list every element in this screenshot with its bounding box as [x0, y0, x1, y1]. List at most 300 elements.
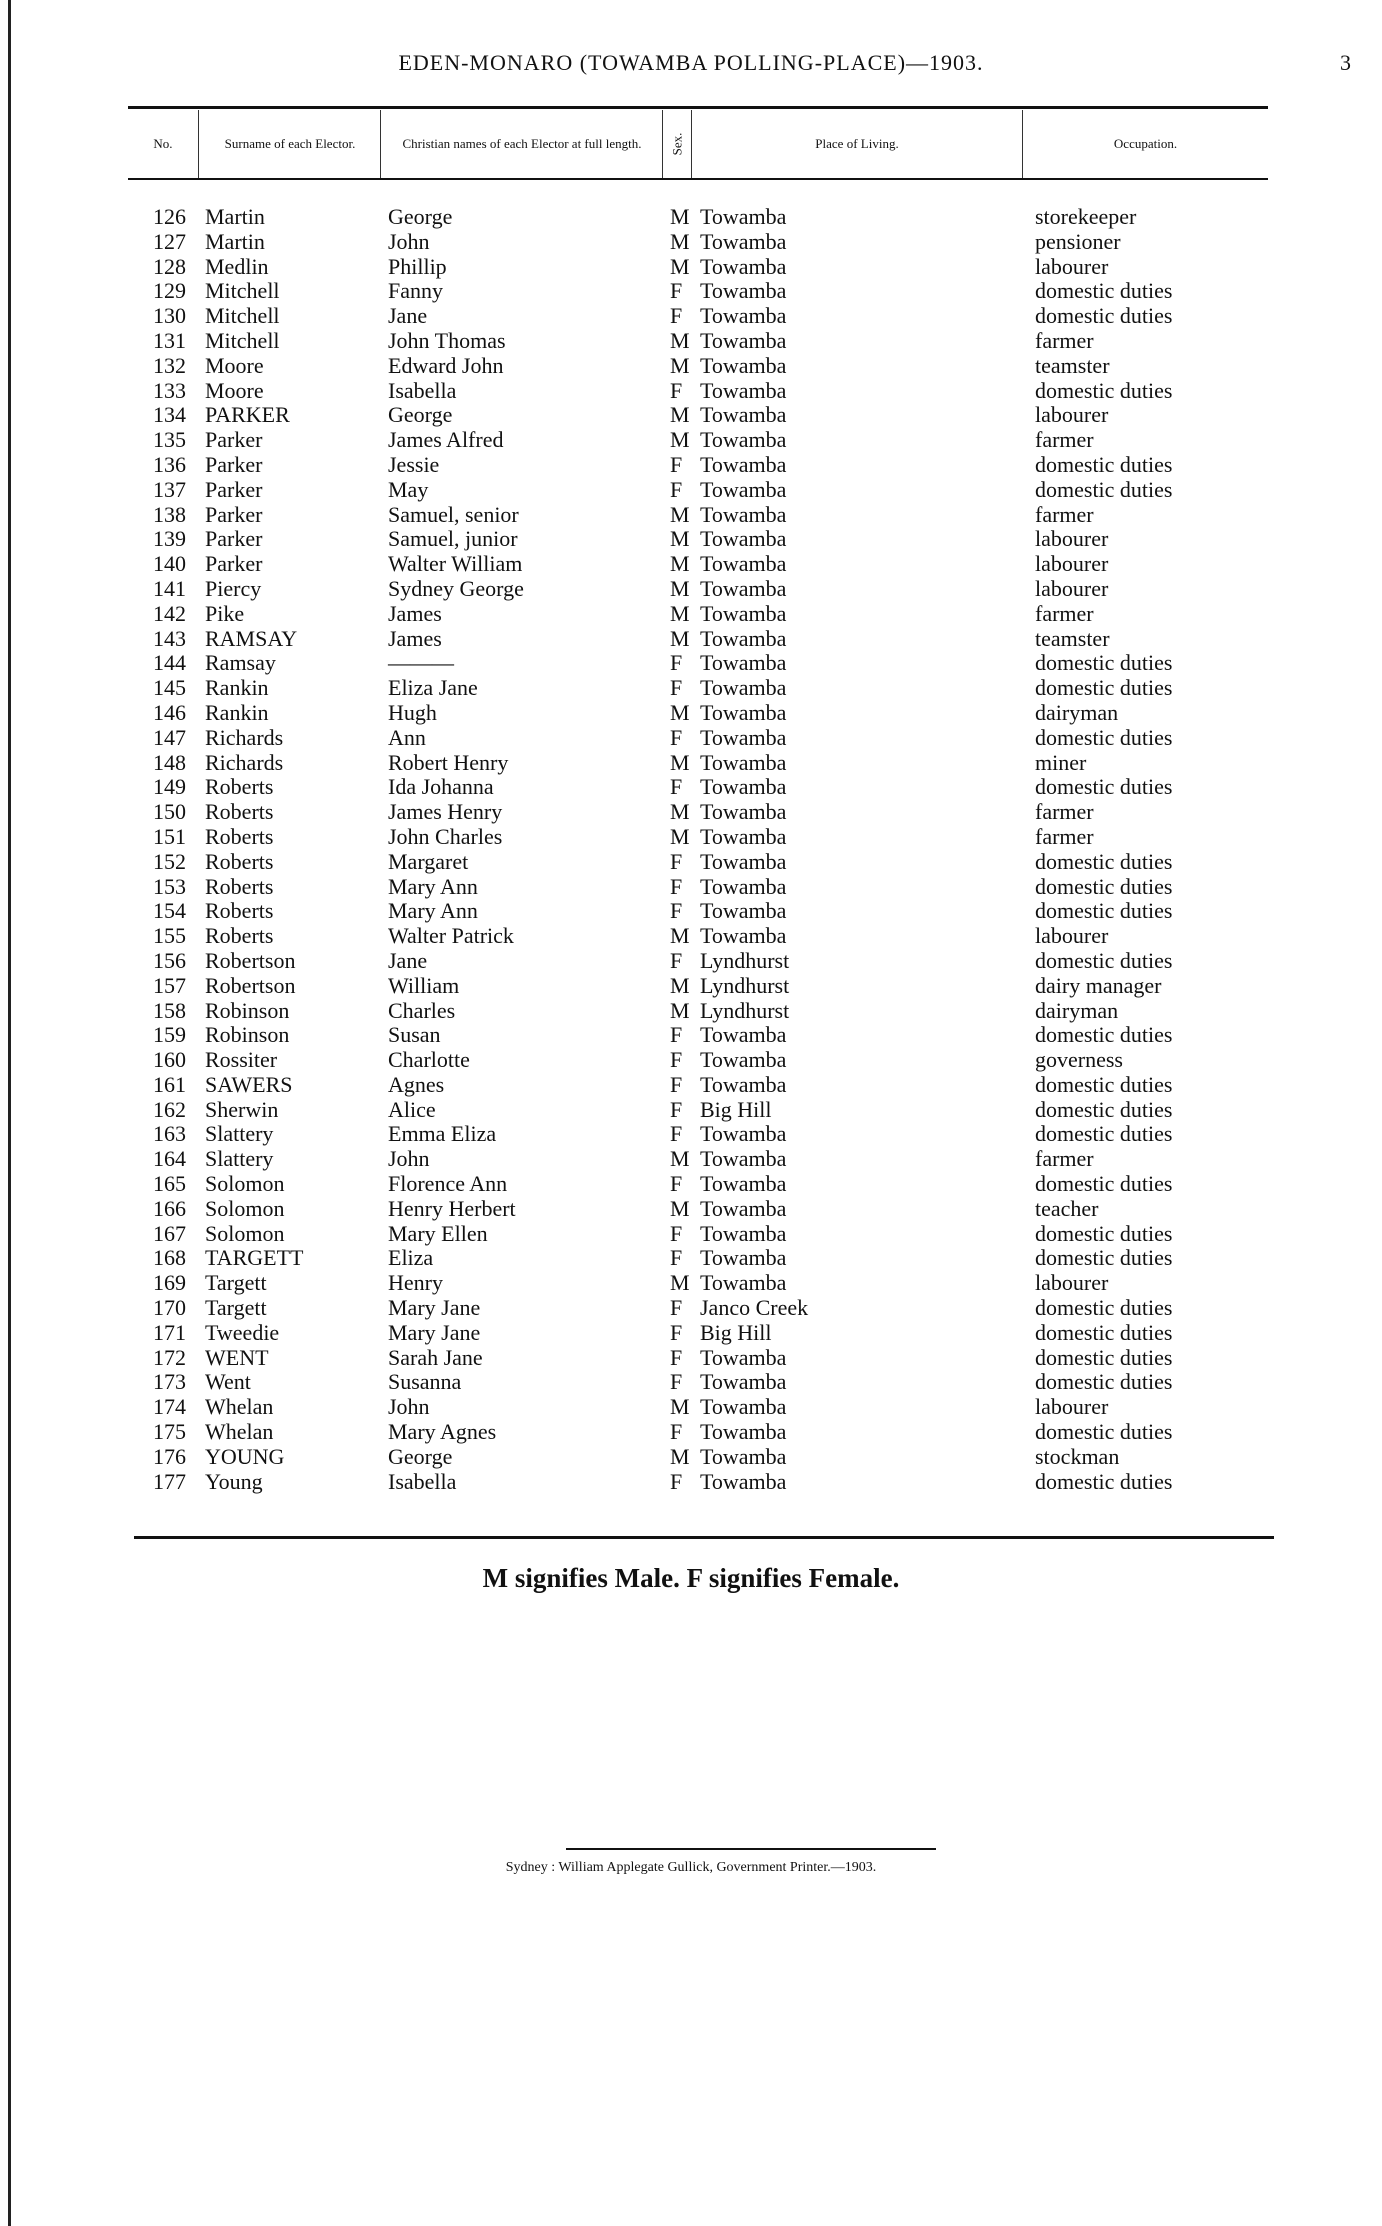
elector-place: Towamba	[700, 1022, 787, 1048]
elector-occupation: labourer	[1035, 551, 1109, 577]
table-row	[0, 1346, 1382, 1371]
table-row	[0, 1420, 1382, 1445]
elector-surname: Targett	[205, 1270, 267, 1296]
elector-christian-names: George	[388, 402, 453, 428]
elector-sex: F	[670, 947, 683, 973]
table-row	[0, 527, 1382, 552]
elector-place: Janco Creek	[700, 1295, 809, 1321]
table-row	[0, 899, 1382, 924]
elector-table-body	[0, 205, 1382, 1494]
elector-christian-names: Jessie	[388, 451, 440, 477]
elector-place: Towamba	[700, 1270, 787, 1296]
elector-number: 163	[153, 1121, 186, 1147]
elector-sex: M	[670, 427, 690, 453]
elector-christian-names: Ann	[388, 724, 426, 750]
header-sex-label: Sex.	[669, 132, 684, 156]
elector-number: 169	[153, 1270, 186, 1296]
elector-number: 170	[153, 1295, 186, 1321]
elector-place: Towamba	[700, 1443, 787, 1469]
elector-sex: F	[670, 451, 683, 477]
elector-sex: M	[670, 600, 690, 626]
elector-place: Big Hill	[700, 1096, 772, 1122]
elector-sex: F	[670, 1096, 683, 1122]
elector-place: Lyndhurst	[700, 997, 790, 1023]
elector-occupation: labourer	[1035, 1270, 1109, 1296]
elector-occupation: domestic duties	[1035, 1220, 1173, 1246]
table-row	[0, 428, 1382, 453]
elector-christian-names: Robert Henry	[388, 749, 509, 775]
elector-christian-names: John	[388, 1394, 430, 1420]
elector-place: Towamba	[700, 1419, 787, 1445]
elector-number: 155	[153, 923, 186, 949]
elector-christian-names: George	[388, 1443, 453, 1469]
elector-occupation: storekeeper	[1035, 204, 1137, 229]
elector-place: Towamba	[700, 575, 787, 601]
table-row	[0, 726, 1382, 751]
elector-surname: Roberts	[205, 898, 274, 924]
elector-surname: WENT	[205, 1344, 269, 1370]
elector-christian-names: Margaret	[388, 848, 469, 874]
elector-sex: F	[670, 873, 683, 899]
elector-place: Towamba	[700, 898, 787, 924]
elector-surname: Pike	[205, 600, 245, 626]
elector-place: Towamba	[700, 1245, 787, 1271]
elector-sex: M	[670, 551, 690, 577]
elector-place: Towamba	[700, 1369, 787, 1395]
header-sex	[663, 110, 691, 178]
elector-christian-names: Samuel, junior	[388, 526, 518, 552]
elector-occupation: farmer	[1035, 1146, 1094, 1172]
table-row	[0, 503, 1382, 528]
elector-place: Towamba	[700, 551, 787, 577]
elector-number: 130	[153, 303, 186, 329]
elector-christian-names: Jane	[388, 947, 428, 973]
elector-sex: M	[670, 823, 690, 849]
elector-surname: Richards	[205, 724, 284, 750]
elector-christian-names: ———	[388, 650, 454, 676]
elector-christian-names: Sarah Jane	[388, 1344, 483, 1370]
elector-christian-names: James Henry	[388, 799, 503, 825]
elector-sex: M	[670, 799, 690, 825]
elector-number: 147	[153, 724, 186, 750]
table-row	[0, 850, 1382, 875]
elector-surname: Martin	[205, 204, 265, 229]
elector-sex: M	[670, 1270, 690, 1296]
elector-number: 142	[153, 600, 186, 626]
elector-place: Towamba	[700, 873, 787, 899]
elector-sex: F	[670, 1022, 683, 1048]
elector-sex: M	[670, 526, 690, 552]
elector-sex: F	[670, 650, 683, 676]
elector-sex: F	[670, 848, 683, 874]
elector-surname: Roberts	[205, 923, 274, 949]
elector-surname: Mitchell	[205, 278, 280, 304]
elector-place: Towamba	[700, 1071, 787, 1097]
elector-number: 162	[153, 1096, 186, 1122]
elector-occupation: domestic duties	[1035, 675, 1173, 701]
elector-number: 145	[153, 675, 186, 701]
table-row	[0, 1048, 1382, 1073]
header-no: No.	[153, 136, 173, 151]
elector-number: 134	[153, 402, 186, 428]
elector-surname: Parker	[205, 526, 263, 552]
elector-surname: Ramsay	[205, 650, 276, 676]
elector-number: 126	[153, 204, 186, 229]
elector-occupation: labourer	[1035, 253, 1109, 279]
elector-christian-names: Susan	[388, 1022, 441, 1048]
elector-number: 175	[153, 1419, 186, 1445]
elector-sex: M	[670, 228, 690, 254]
elector-occupation: domestic duties	[1035, 451, 1173, 477]
elector-place: Lyndhurst	[700, 947, 790, 973]
elector-occupation: domestic duties	[1035, 1344, 1173, 1370]
elector-christian-names: Alice	[388, 1096, 436, 1122]
elector-christian-names: Emma Eliza	[388, 1121, 497, 1147]
elector-christian-names: Charlotte	[388, 1047, 470, 1073]
elector-occupation: farmer	[1035, 327, 1094, 353]
elector-number: 154	[153, 898, 186, 924]
elector-number: 168	[153, 1245, 186, 1271]
elector-surname: Rossiter	[205, 1047, 278, 1073]
header-occupation: Occupation.	[1113, 136, 1178, 151]
elector-sex: F	[670, 1171, 683, 1197]
header-divider	[380, 110, 381, 178]
elector-number: 139	[153, 526, 186, 552]
elector-christian-names: Isabella	[388, 377, 457, 403]
header-bottom-rule	[128, 178, 1268, 180]
elector-christian-names: John	[388, 1146, 430, 1172]
elector-occupation: domestic duties	[1035, 1171, 1173, 1197]
elector-christian-names: George	[388, 204, 453, 229]
table-row	[0, 205, 1382, 230]
elector-sex: M	[670, 1195, 690, 1221]
elector-christian-names: James	[388, 600, 442, 626]
table-row	[0, 1122, 1382, 1147]
elector-place: Towamba	[700, 377, 787, 403]
elector-surname: Roberts	[205, 799, 274, 825]
elector-sex: M	[670, 501, 690, 527]
elector-surname: Tweedie	[205, 1319, 280, 1345]
elector-place: Towamba	[700, 1171, 787, 1197]
elector-christian-names: Walter William	[388, 551, 523, 577]
elector-number: 144	[153, 650, 186, 676]
table-row	[0, 1370, 1382, 1395]
printer-rule	[566, 1848, 936, 1850]
elector-surname: Young	[205, 1468, 263, 1494]
elector-sex: M	[670, 699, 690, 725]
elector-number: 140	[153, 551, 186, 577]
table-row	[0, 1246, 1382, 1271]
table-bottom-rule	[134, 1536, 1274, 1539]
table-row	[0, 1073, 1382, 1098]
elector-number: 131	[153, 327, 186, 353]
elector-christian-names: Henry	[388, 1270, 443, 1296]
elector-occupation: domestic duties	[1035, 377, 1173, 403]
elector-surname: Medlin	[205, 253, 269, 279]
table-row	[0, 974, 1382, 999]
table-row	[0, 329, 1382, 354]
table-row	[0, 354, 1382, 379]
table-header	[128, 110, 1268, 178]
elector-sex: M	[670, 972, 690, 998]
elector-surname: Targett	[205, 1295, 267, 1321]
elector-christian-names: Eliza	[388, 1245, 434, 1271]
elector-occupation: domestic duties	[1035, 898, 1173, 924]
table-row	[0, 453, 1382, 478]
elector-place: Towamba	[700, 402, 787, 428]
elector-occupation: governess	[1035, 1047, 1123, 1073]
elector-christian-names: John Charles	[388, 823, 503, 849]
elector-sex: M	[670, 327, 690, 353]
elector-occupation: labourer	[1035, 402, 1109, 428]
elector-number: 159	[153, 1022, 186, 1048]
elector-christian-names: James	[388, 625, 442, 651]
elector-place: Towamba	[700, 650, 787, 676]
elector-number: 141	[153, 575, 186, 601]
elector-place: Towamba	[700, 501, 787, 527]
table-row	[0, 1395, 1382, 1420]
elector-sex: F	[670, 1047, 683, 1073]
elector-surname: Robertson	[205, 972, 296, 998]
elector-number: 137	[153, 476, 186, 502]
elector-number: 167	[153, 1220, 186, 1246]
elector-surname: Roberts	[205, 774, 274, 800]
elector-surname: Richards	[205, 749, 284, 775]
elector-place: Towamba	[700, 699, 787, 725]
header-top-rule	[128, 106, 1268, 109]
elector-place: Big Hill	[700, 1319, 772, 1345]
elector-occupation: dairyman	[1035, 997, 1119, 1023]
elector-surname: Whelan	[205, 1419, 274, 1445]
elector-surname: Roberts	[205, 823, 274, 849]
elector-surname: Roberts	[205, 848, 274, 874]
elector-sex: F	[670, 1468, 683, 1494]
elector-surname: Martin	[205, 228, 265, 254]
elector-christian-names: Charles	[388, 997, 456, 1023]
elector-place: Towamba	[700, 1468, 787, 1494]
elector-surname: YOUNG	[205, 1443, 285, 1469]
elector-occupation: domestic duties	[1035, 476, 1173, 502]
elector-occupation: domestic duties	[1035, 1369, 1173, 1395]
table-row	[0, 1470, 1382, 1495]
sex-legend: M signifies Male. F signifies Female.	[482, 1563, 900, 1593]
elector-number: 156	[153, 947, 186, 973]
elector-christian-names: Agnes	[388, 1071, 445, 1097]
elector-christian-names: Edward John	[388, 352, 504, 378]
elector-christian-names: Mary Ellen	[388, 1220, 488, 1246]
elector-number: 150	[153, 799, 186, 825]
table-row	[0, 651, 1382, 676]
elector-number: 129	[153, 278, 186, 304]
elector-sex: M	[670, 575, 690, 601]
elector-surname: Moore	[205, 377, 264, 403]
elector-surname: PARKER	[205, 402, 290, 428]
elector-christian-names: Susanna	[388, 1369, 462, 1395]
table-row	[0, 478, 1382, 503]
elector-number: 174	[153, 1394, 186, 1420]
table-row	[0, 751, 1382, 776]
elector-place: Towamba	[700, 848, 787, 874]
elector-number: 143	[153, 625, 186, 651]
table-row	[0, 1222, 1382, 1247]
elector-place: Towamba	[700, 724, 787, 750]
elector-surname: Parker	[205, 551, 263, 577]
elector-christian-names: Ida Johanna	[388, 774, 494, 800]
elector-place: Towamba	[700, 278, 787, 304]
elector-sex: M	[670, 204, 690, 229]
elector-sex: M	[670, 749, 690, 775]
elector-occupation: farmer	[1035, 600, 1094, 626]
elector-sex: F	[670, 1071, 683, 1097]
elector-place: Towamba	[700, 600, 787, 626]
table-row	[0, 800, 1382, 825]
elector-surname: Parker	[205, 427, 263, 453]
elector-sex: F	[670, 303, 683, 329]
elector-occupation: domestic duties	[1035, 1071, 1173, 1097]
elector-surname: Moore	[205, 352, 264, 378]
elector-sex: F	[670, 774, 683, 800]
elector-surname: Solomon	[205, 1171, 285, 1197]
table-row	[0, 1445, 1382, 1470]
table-row	[0, 949, 1382, 974]
elector-sex: M	[670, 625, 690, 651]
elector-place: Towamba	[700, 749, 787, 775]
elector-surname: SAWERS	[205, 1071, 293, 1097]
elector-number: 152	[153, 848, 186, 874]
elector-occupation: labourer	[1035, 526, 1109, 552]
table-row	[0, 924, 1382, 949]
elector-place: Towamba	[700, 253, 787, 279]
elector-surname: RAMSAY	[205, 625, 298, 651]
table-row	[0, 875, 1382, 900]
elector-occupation: domestic duties	[1035, 848, 1173, 874]
table-row	[0, 825, 1382, 850]
elector-christian-names: Mary Ann	[388, 898, 478, 924]
elector-number: 176	[153, 1443, 186, 1469]
elector-place: Towamba	[700, 204, 787, 229]
elector-occupation: dairy manager	[1035, 972, 1162, 998]
elector-occupation: teamster	[1035, 625, 1110, 651]
table-row	[0, 775, 1382, 800]
table-row	[0, 1023, 1382, 1048]
table-row	[0, 1197, 1382, 1222]
header-divider	[198, 110, 199, 178]
elector-sex: M	[670, 1146, 690, 1172]
elector-sex: F	[670, 377, 683, 403]
elector-occupation: domestic duties	[1035, 303, 1173, 329]
table-row	[0, 552, 1382, 577]
elector-surname: Slattery	[205, 1146, 274, 1172]
elector-sex: F	[670, 1121, 683, 1147]
header-christian: Christian names of each Elector at full length.	[402, 136, 642, 151]
elector-occupation: farmer	[1035, 501, 1094, 527]
elector-occupation: domestic duties	[1035, 1468, 1173, 1494]
elector-christian-names: Mary Jane	[388, 1295, 481, 1321]
elector-place: Towamba	[700, 675, 787, 701]
table-row	[0, 403, 1382, 428]
elector-occupation: stockman	[1035, 1443, 1120, 1469]
table-row	[0, 1321, 1382, 1346]
page-number: 3	[1340, 50, 1351, 75]
table-row	[0, 279, 1382, 304]
elector-occupation: labourer	[1035, 923, 1109, 949]
elector-sex: F	[670, 476, 683, 502]
elector-number: 132	[153, 352, 186, 378]
elector-surname: Sherwin	[205, 1096, 279, 1122]
elector-surname: Solomon	[205, 1220, 285, 1246]
elector-number: 151	[153, 823, 186, 849]
elector-occupation: farmer	[1035, 823, 1094, 849]
elector-sex: F	[670, 675, 683, 701]
elector-surname: Roberts	[205, 873, 274, 899]
elector-sex: F	[670, 1419, 683, 1445]
elector-occupation: teacher	[1035, 1195, 1099, 1221]
elector-number: 161	[153, 1071, 186, 1097]
elector-occupation: domestic duties	[1035, 1245, 1173, 1271]
header-place: Place of Living.	[815, 136, 899, 151]
elector-occupation: miner	[1035, 749, 1087, 775]
elector-surname: Robertson	[205, 947, 296, 973]
elector-number: 135	[153, 427, 186, 453]
elector-sex: F	[670, 1344, 683, 1370]
elector-number: 165	[153, 1171, 186, 1197]
elector-occupation: domestic duties	[1035, 650, 1173, 676]
elector-christian-names: John	[388, 228, 430, 254]
elector-christian-names: Mary Ann	[388, 873, 478, 899]
table-row	[0, 304, 1382, 329]
elector-surname: Rankin	[205, 699, 269, 725]
elector-christian-names: Phillip	[388, 253, 447, 279]
elector-christian-names: May	[388, 476, 429, 502]
elector-sex: F	[670, 724, 683, 750]
elector-sex: F	[670, 1220, 683, 1246]
elector-christian-names: William	[388, 972, 460, 998]
elector-christian-names: James Alfred	[388, 427, 504, 453]
elector-number: 172	[153, 1344, 186, 1370]
elector-christian-names: Eliza Jane	[388, 675, 478, 701]
page-title: EDEN-MONARO (TOWAMBA POLLING-PLACE)—1903.	[398, 50, 984, 75]
elector-surname: Mitchell	[205, 303, 280, 329]
elector-place: Towamba	[700, 427, 787, 453]
elector-place: Towamba	[700, 327, 787, 353]
elector-occupation: domestic duties	[1035, 1121, 1173, 1147]
table-row	[0, 676, 1382, 701]
elector-christian-names: Florence Ann	[388, 1171, 508, 1197]
elector-occupation: dairyman	[1035, 699, 1119, 725]
table-row	[0, 999, 1382, 1024]
elector-sex: M	[670, 997, 690, 1023]
elector-place: Towamba	[700, 923, 787, 949]
elector-number: 148	[153, 749, 186, 775]
elector-place: Towamba	[700, 625, 787, 651]
elector-christian-names: Sydney George	[388, 575, 524, 601]
elector-sex: F	[670, 898, 683, 924]
elector-number: 164	[153, 1146, 186, 1172]
elector-number: 133	[153, 377, 186, 403]
elector-number: 160	[153, 1047, 186, 1073]
elector-occupation: domestic duties	[1035, 774, 1173, 800]
elector-number: 127	[153, 228, 186, 254]
elector-place: Towamba	[700, 1195, 787, 1221]
elector-christian-names: Henry Herbert	[388, 1195, 516, 1221]
elector-number: 166	[153, 1195, 186, 1221]
elector-surname: Piercy	[205, 575, 262, 601]
elector-christian-names: Walter Patrick	[388, 923, 514, 949]
elector-christian-names: John Thomas	[388, 327, 506, 353]
elector-occupation: domestic duties	[1035, 1295, 1173, 1321]
table-row	[0, 1098, 1382, 1123]
elector-place: Towamba	[700, 476, 787, 502]
